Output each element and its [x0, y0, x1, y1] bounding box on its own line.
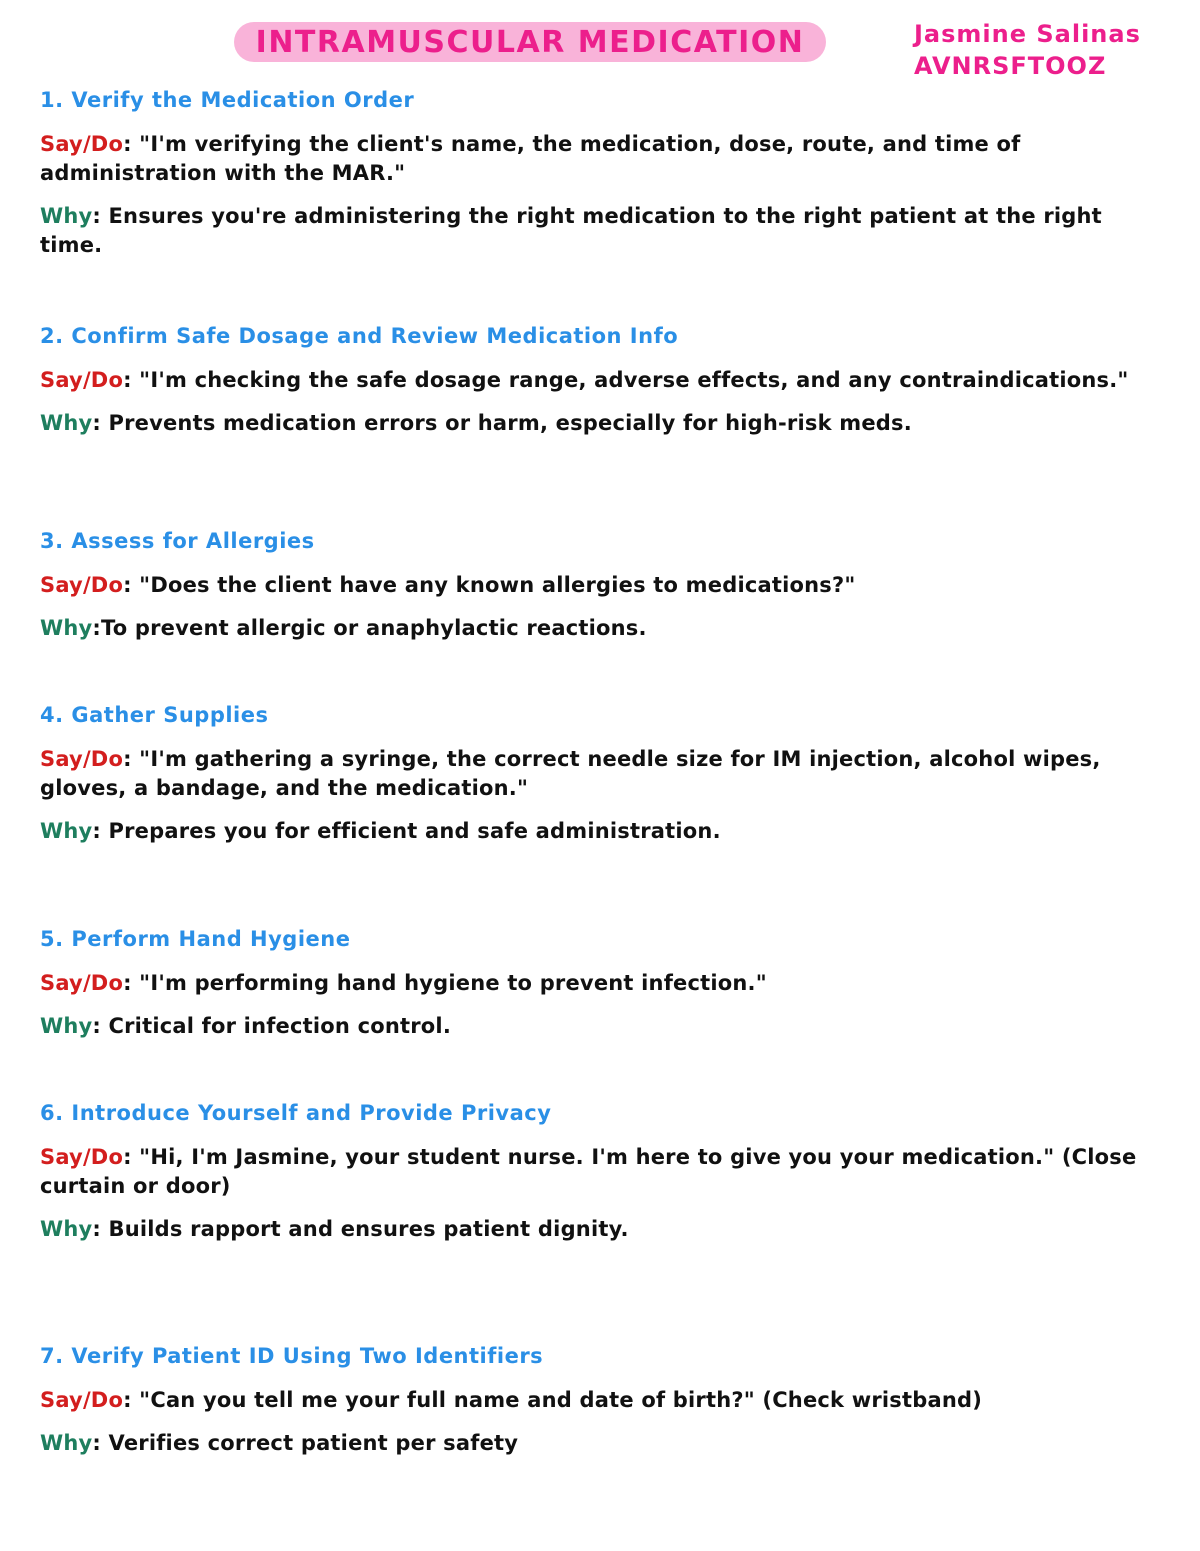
say-line: [40, 1143, 1165, 1201]
say-text: : "I'm checking the safe dosage range, adverse effects, and any contraindications.": [123, 368, 1129, 392]
say-label: Say/Do: [40, 1145, 124, 1169]
say-label: Say/Do: [40, 368, 124, 392]
why-text: : Critical for infection control.: [92, 1014, 452, 1038]
why-line: [40, 1012, 1165, 1041]
author-id: AVNRSFTOOZ: [914, 52, 1107, 80]
say-label: Say/Do: [40, 747, 124, 771]
why-text: : Verifies correct patient per safety: [92, 1431, 519, 1455]
step-heading: 6. Introduce Yourself and Provide Privacy: [40, 1101, 552, 1125]
say-text: : "I'm verifying the client's name, the medication, dose, route, and time of administration with the MAR.": [40, 132, 1021, 185]
step-heading: 3. Assess for Allergies: [40, 529, 315, 553]
step-3: [40, 529, 1165, 657]
step-5: [40, 927, 1165, 1055]
say-label: Say/Do: [40, 971, 124, 995]
why-label: Why: [40, 204, 93, 228]
say-line: [40, 366, 1165, 395]
say-label: Say/Do: [40, 573, 124, 597]
step-1: [40, 88, 1165, 274]
say-label: Say/Do: [40, 1388, 124, 1412]
say-text: : "I'm performing hand hygiene to prevent infection.": [123, 971, 767, 995]
say-label: Say/Do: [40, 132, 124, 156]
say-text: : "I'm gathering a syringe, the correct needle size for IM injection, alcohol wipes, gloves, a bandage, and the medication.": [40, 747, 1101, 800]
why-label: Why: [40, 1014, 93, 1038]
title-banner: [234, 22, 826, 62]
why-line: [40, 817, 1165, 846]
why-text: : Ensures you're administering the right medication to the right patient at the right time.: [40, 204, 1102, 257]
why-line: [40, 1429, 1165, 1458]
why-label: Why: [40, 616, 93, 640]
step-4: [40, 703, 1165, 860]
step-6: [40, 1101, 1165, 1258]
author-block: [914, 18, 1141, 82]
step-2: [40, 324, 1165, 452]
page-title: INTRAMUSCULAR MEDICATION: [255, 25, 805, 60]
step-7: [40, 1344, 1165, 1472]
why-text: : Prepares you for efficient and safe administration.: [92, 819, 721, 843]
say-text: : "Hi, I'm Jasmine, your student nurse. I'm here to give you your medication." (Close curtain or door): [40, 1145, 1137, 1198]
say-line: [40, 130, 1165, 188]
say-line: [40, 745, 1165, 803]
author-name: Jasmine Salinas: [914, 20, 1141, 48]
step-heading: 2. Confirm Safe Dosage and Review Medication Info: [40, 324, 679, 348]
why-line: [40, 202, 1165, 260]
say-text: : "Does the client have any known allergies to medications?": [123, 573, 856, 597]
say-line: [40, 969, 1165, 998]
why-line: [40, 409, 1165, 438]
why-label: Why: [40, 1431, 93, 1455]
why-line: [40, 614, 1165, 643]
why-line: [40, 1215, 1165, 1244]
why-text: :To prevent allergic or anaphylactic reactions.: [92, 616, 647, 640]
step-heading: 4. Gather Supplies: [40, 703, 269, 727]
why-text: : Prevents medication errors or harm, especially for high-risk meds.: [92, 411, 912, 435]
why-label: Why: [40, 819, 93, 843]
why-label: Why: [40, 1217, 93, 1241]
step-heading: 7. Verify Patient ID Using Two Identifiers: [40, 1344, 544, 1368]
step-heading: 5. Perform Hand Hygiene: [40, 927, 351, 951]
step-heading: 1. Verify the Medication Order: [40, 88, 415, 112]
why-text: : Builds rapport and ensures patient dignity.: [92, 1217, 629, 1241]
why-label: Why: [40, 411, 93, 435]
say-line: [40, 1386, 1165, 1415]
say-line: [40, 571, 1165, 600]
say-text: : "Can you tell me your full name and date of birth?" (Check wristband): [123, 1388, 983, 1412]
